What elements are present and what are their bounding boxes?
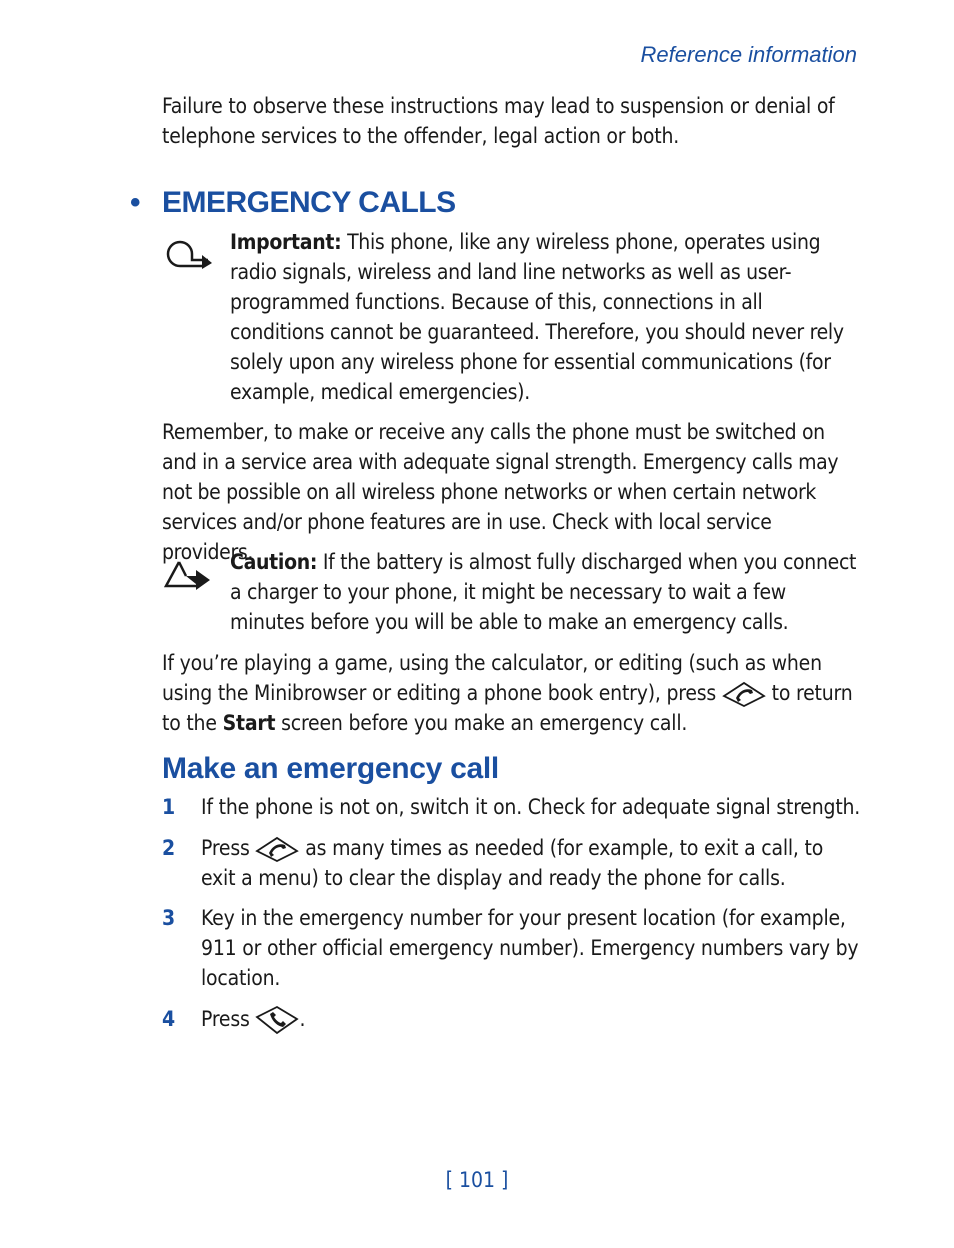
game-text-before: If you’re playing a game, using the calculator, or editing (such as when using the Minibrowser or editing a phone book entry), press	[162, 651, 822, 705]
page-number: [ 101 ]	[445, 1168, 509, 1192]
running-header: Reference information	[640, 42, 857, 67]
caution-note	[230, 547, 862, 637]
subsection-heading: Make an emergency call	[162, 752, 499, 785]
section-title: EMERGENCY CALLS	[162, 186, 456, 219]
step-number: 4	[162, 1007, 175, 1031]
caution-warning-icon	[162, 558, 214, 594]
step-text-after: .	[299, 1007, 306, 1031]
end-key-icon	[255, 835, 299, 863]
caution-text: If the battery is almost fully discharged when you connect a charger to your phone, it might be necessary to wait a few minutes before you will be able to make an emergency calls.	[230, 550, 857, 634]
important-note-icon	[162, 236, 214, 274]
step-number: 1	[162, 795, 175, 819]
step-text: If the phone is not on, switch it on. Check for adequate signal strength.	[201, 795, 861, 819]
important-text: This phone, like any wireless phone, operates using radio signals, wireless and land line networks as well as user-programmed functions. Because of this, connections in all conditions cannot be guaranteed. Therefore, you should never rely solely upon any wireless phone for essential communications (for example, medical emergencies).	[230, 230, 844, 404]
game-text-end: screen before you make an emergency call.	[275, 711, 688, 735]
step-text	[201, 833, 861, 893]
start-screen-label: Start	[222, 711, 276, 735]
step-text-before: Press	[201, 1007, 256, 1031]
game-text-after: to return to the	[162, 681, 853, 735]
step-text: Key in the emergency number for your present location (for example, 911 or other official emergency number). Emergency numbers vary by location.	[201, 906, 859, 990]
section-heading	[130, 186, 456, 220]
caution-label: Caution:	[230, 550, 318, 574]
game-paragraph	[162, 648, 862, 738]
important-note	[230, 227, 862, 407]
important-label: Important:	[230, 230, 342, 254]
talk-key-icon	[255, 1005, 299, 1035]
remember-paragraph: Remember, to make or receive any calls the phone must be switched on and in a service area with adequate signal strength. Emergency calls may not be possible on all wireless phone networks or when certain network services and/or phone features are in use. Check with local service providers.	[162, 420, 839, 564]
step-number: 2	[162, 836, 175, 860]
step-text-after: as many times as needed (for example, to exit a call, to exit a menu) to clear the display and ready the phone for calls.	[201, 836, 824, 890]
step-text	[201, 1004, 861, 1035]
heading-bullet: •	[130, 186, 141, 219]
intro-paragraph: Failure to observe these instructions may lead to suspension or denial of telephone services to the offender, legal action or both.	[162, 94, 835, 148]
step-text-before: Press	[201, 836, 256, 860]
step-number: 3	[162, 906, 175, 930]
end-key-icon	[722, 680, 766, 708]
